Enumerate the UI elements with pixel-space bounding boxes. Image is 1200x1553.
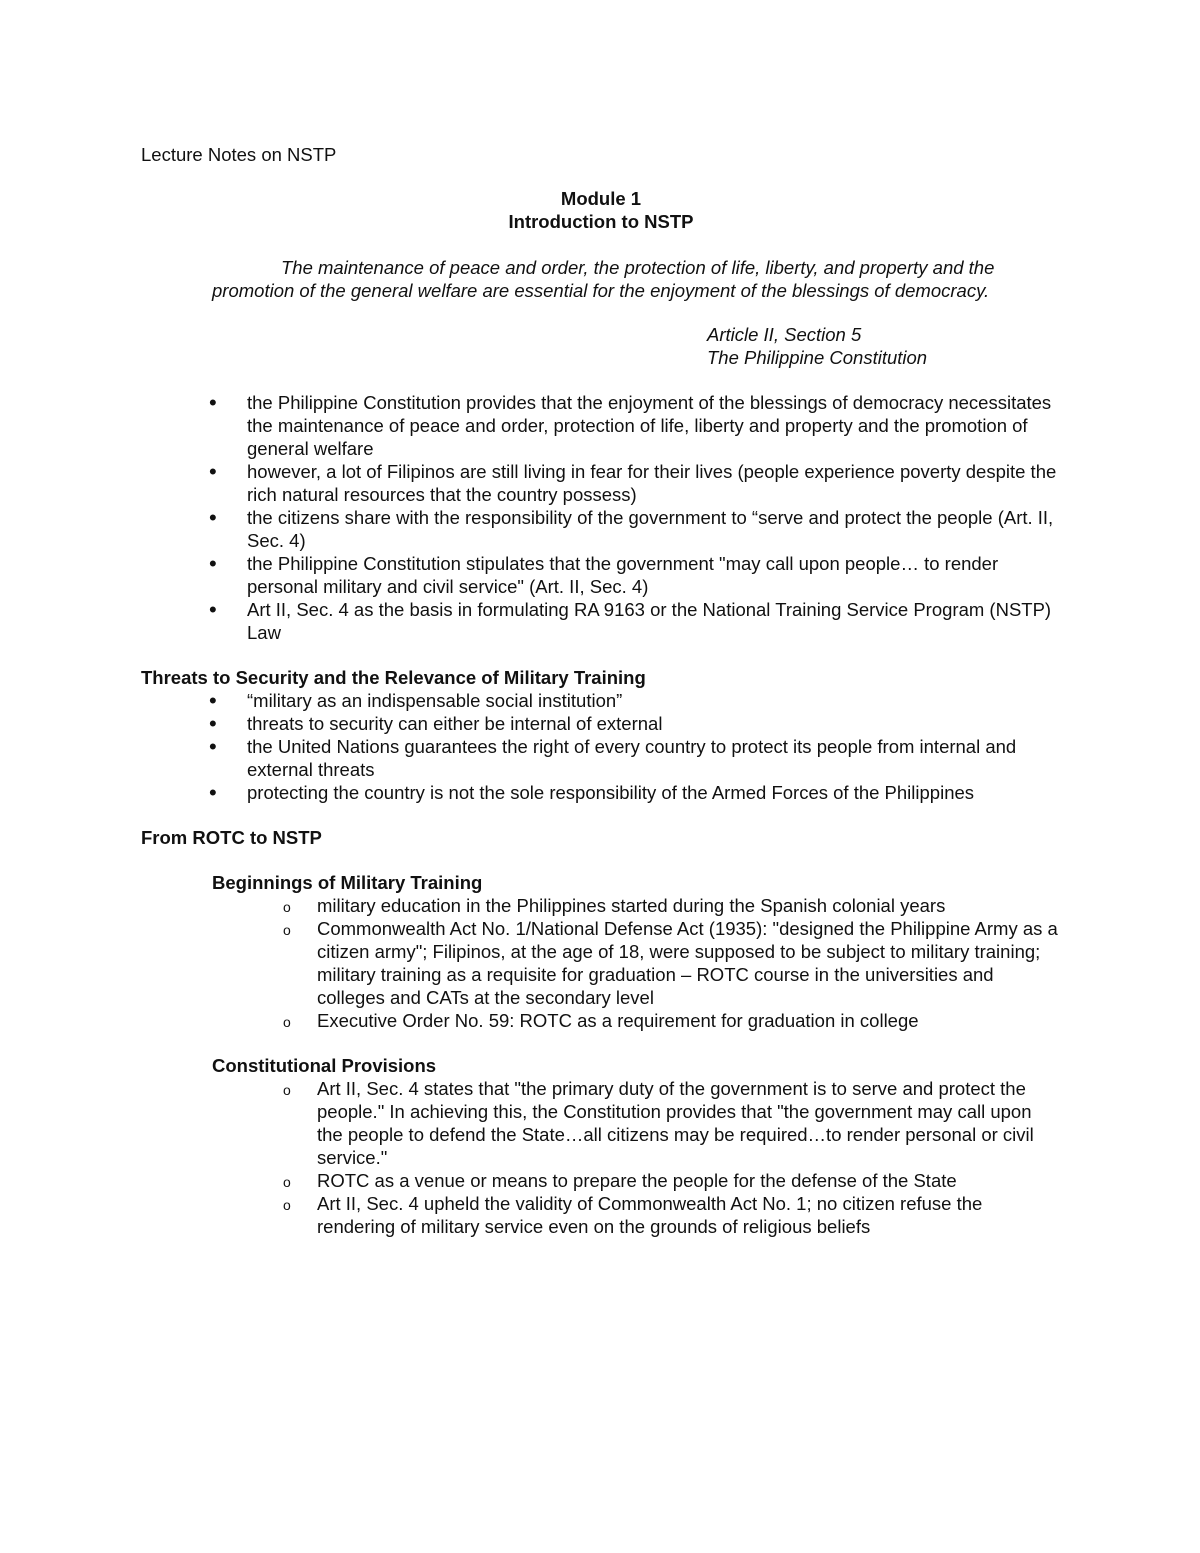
list-item: o military education in the Philippines started during the Spanish colonial years <box>141 894 1061 917</box>
list-item: o Art II, Sec. 4 upheld the validity of Commonwealth Act No. 1; no citizen refuse the rendering of military service even on the grounds of religious beliefs <box>141 1192 1061 1238</box>
document-title: Lecture Notes on NSTP <box>141 144 337 165</box>
document-page <box>141 143 1061 1238</box>
intro-bullet-list <box>141 391 1061 644</box>
beginnings-list <box>141 894 1061 1032</box>
rotc-heading: From ROTC to NSTP <box>141 827 322 848</box>
provisions-heading: Constitutional Provisions <box>212 1055 437 1076</box>
beginnings-heading: Beginnings of Military Training <box>212 872 483 893</box>
module-title: Introduction to NSTP <box>508 211 694 232</box>
list-item: • the Philippine Constitution provides that the enjoyment of the blessings of democracy necessitates the maintenance of peace and order, protection of life, liberty and property and the promotion of general welfare <box>141 391 1061 460</box>
list-item: o Executive Order No. 59: ROTC as a requirement for graduation in college <box>141 1009 1061 1032</box>
epigraph-line-1: The maintenance of peace and order, the protection of life, liberty, and property and the <box>281 257 995 278</box>
list-item: • protecting the country is not the sole responsibility of the Armed Forces of the Philippines <box>141 781 1061 804</box>
epigraph-line-2: promotion of the general welfare are essential for the enjoyment of the blessings of democracy. <box>212 280 990 301</box>
module-number: Module 1 <box>560 188 642 209</box>
provisions-list <box>141 1077 1061 1238</box>
list-item: • the citizens share with the responsibility of the government to “serve and protect the people (Art. II, Sec. 4) <box>141 506 1061 552</box>
list-item: • however, a lot of Filipinos are still living in fear for their lives (people experience poverty despite the rich natural resources that the country possess) <box>141 460 1061 506</box>
list-item: • the United Nations guarantees the right of every country to protect its people from internal and external threats <box>141 735 1061 781</box>
list-item: o ROTC as a venue or means to prepare the people for the defense of the State <box>141 1169 1061 1192</box>
list-item: • threats to security can either be internal of external <box>141 712 1061 735</box>
list-item: • the Philippine Constitution stipulates that the government "may call upon people… to render personal military and civil service" (Art. II, Sec. 4) <box>141 552 1061 598</box>
list-item: o Art II, Sec. 4 states that "the primary duty of the government is to serve and protect the people." In achieving this, the Constitution provides that "the government may call upon the people to defend the State…all citizens may be required…to render personal or civil service." <box>141 1077 1061 1169</box>
list-item: o Commonwealth Act No. 1/National Defense Act (1935): "designed the Philippine Army as a citizen army"; Filipinos, at the age of 18, were supposed to be subject to military training; military training as a requisite for graduation – ROTC course in the universities and colleges and CATs at the secondary level <box>141 917 1061 1009</box>
threats-heading: Threats to Security and the Relevance of Military Training <box>141 667 646 688</box>
citation-article: Article II, Section 5 <box>707 324 862 345</box>
citation-source: The Philippine Constitution <box>707 347 928 368</box>
list-item: • “military as an indispensable social institution” <box>141 689 1061 712</box>
threats-bullet-list <box>141 689 1061 804</box>
epigraph-citation <box>707 323 1061 369</box>
list-item: • Art II, Sec. 4 as the basis in formulating RA 9163 or the National Training Service Program (NSTP) Law <box>141 598 1061 644</box>
epigraph-quote <box>141 256 1061 302</box>
